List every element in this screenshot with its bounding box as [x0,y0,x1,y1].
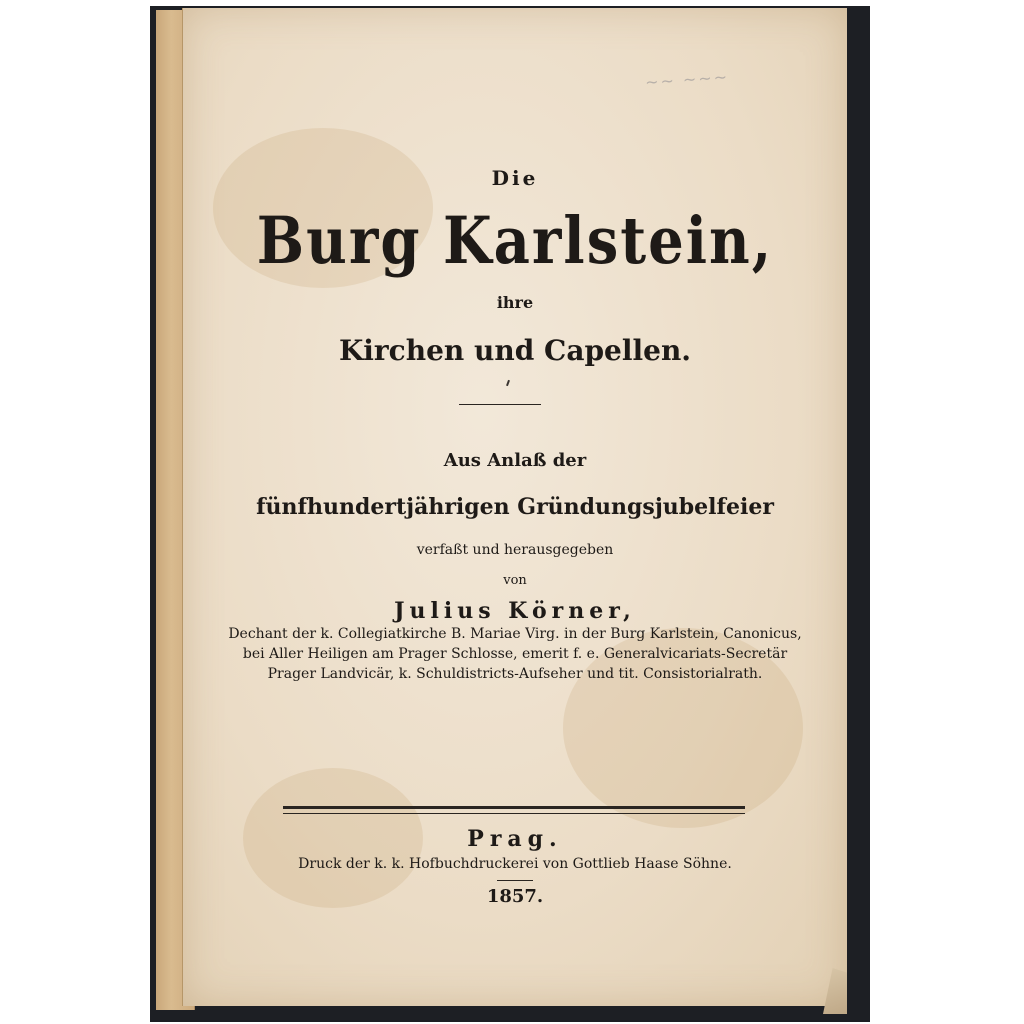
occasion-line: fünfhundertjährigen Gründungsjubelfeier [256,494,774,520]
book-title: Burg Karlstein, [256,203,774,279]
publication-place: Prag. [467,826,563,852]
authorship-line: verfaßt und herausgegeben [416,542,614,558]
imprint-rule-thick [283,806,745,809]
title-article: Die [491,166,539,190]
imprint-rule-thin [283,813,745,814]
printer-line: Druck der k. k. Hofbuchdruckerei von Gottlieb Haase Söhne. [298,856,732,872]
year-rule [497,880,533,881]
divider-rule [459,404,541,405]
pencil-mark: ~~ ~~~ [644,67,730,92]
title-connector: ihre [496,293,534,312]
author-name: Julius Körner, [394,598,636,624]
by-line: von [503,573,527,588]
publication-year: 1857. [486,886,544,907]
author-credential: Prager Landvicär, k. Schuldistricts-Aufseher und tit. Consistorialrath. [267,666,763,682]
author-credential: Dechant der k. Collegiatkirche B. Mariae Virg. in der Burg Karlstein, Canonicus, [228,626,802,642]
torn-corner [823,968,847,1014]
occasion-intro: Aus Anlaß der [443,450,587,471]
title-page [182,8,847,1006]
book-subtitle: Kirchen und Capellen. [338,334,692,367]
ink-speck [506,380,510,386]
author-credential: bei Aller Heiligen am Prager Schlosse, emerit f. e. Generalvicariats-Secretär [242,646,788,662]
